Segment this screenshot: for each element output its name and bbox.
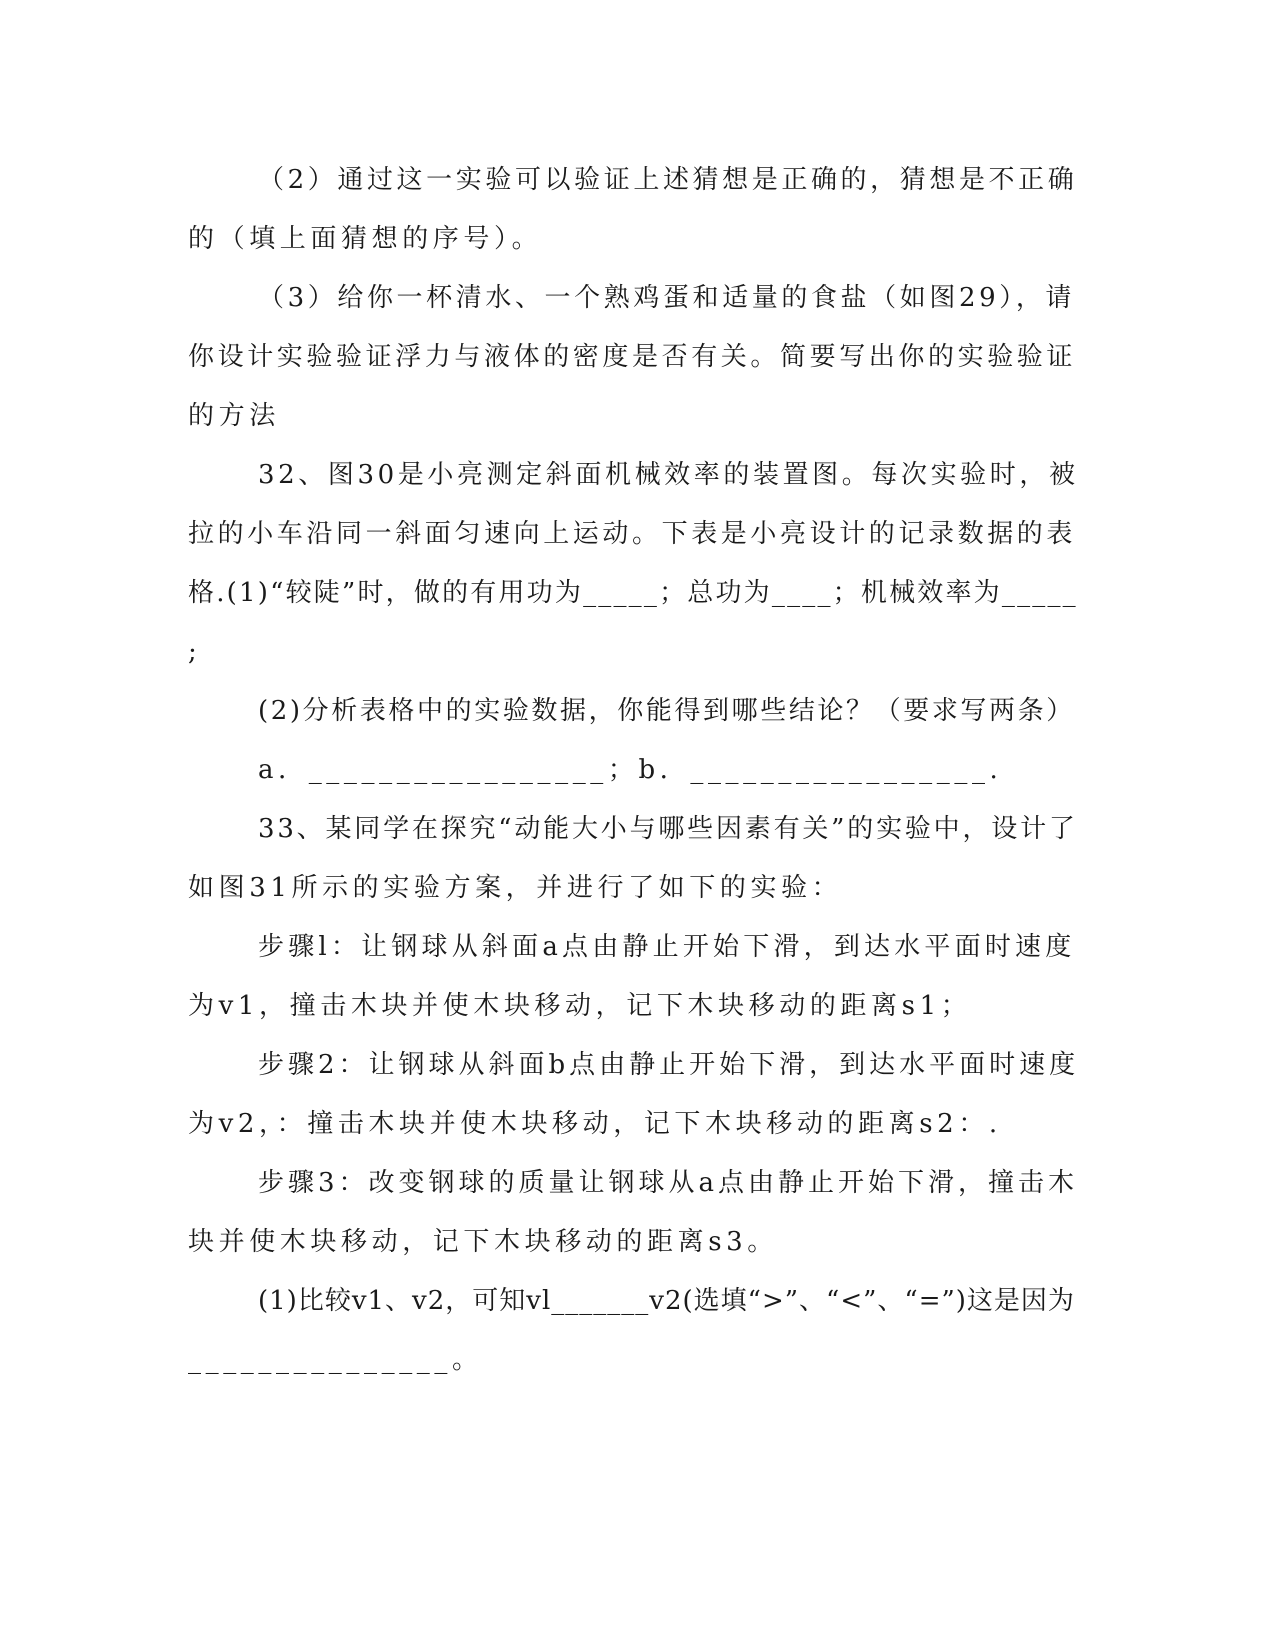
- step-1-line-1: 步骤l：让钢球从斜面a点由静止开始下滑，到达水平面时速度: [258, 932, 1076, 962]
- paragraph-q3-line-3: 的方法: [188, 401, 280, 431]
- step-1-line-2: 为v1，撞击木块并使木块移动，记下木块移动的距离s1；: [188, 991, 972, 1021]
- paragraph-q3-line-1: （3）给你一杯清水、一个熟鸡蛋和适量的食盐（如图29），请: [258, 283, 1076, 313]
- paragraph-32-line-1: 32、图30是小亮测定斜面机械效率的装置图。每次实验时，被: [258, 460, 1079, 490]
- paragraph-32-line-3: 格.(1)“较陡”时，做的有用功为_____；总功为____；机械效率为_____: [188, 578, 1078, 608]
- paragraph-q3-line-2: 你设计实验验证浮力与液体的密度是否有关。简要写出你的实验验证: [188, 342, 1077, 372]
- paragraph-q2-line-2: 的（填上面猜想的序号）。: [188, 224, 543, 254]
- paragraph-32-line-4: ;: [188, 637, 202, 667]
- paragraph-33-q1-line-1: (1)比较v1、v2，可知vl_______v2(选填“>”、“<”、“=”)这是因为: [258, 1286, 1075, 1316]
- paragraph-32-line-2: 拉的小车沿同一斜面匀速向上运动。下表是小亮设计的记录数据的表: [188, 519, 1077, 549]
- paragraph-33-line-2: 如图31所示的实验方案，并进行了如下的实验：: [188, 873, 843, 903]
- step-2-line-1: 步骤2：让钢球从斜面b点由静止开始下滑，到达水平面时速度: [258, 1050, 1080, 1080]
- step-3-line-2: 块并使木块移动，记下木块移动的距离s3。: [188, 1227, 778, 1257]
- paragraph-33-line-1: 33、某同学在探究“动能大小与哪些因素有关”的实验中，设计了: [258, 814, 1078, 844]
- paragraph-32-answers: a．_________________；b．_________________.: [258, 755, 1003, 785]
- paragraph-q2-line-1: （2）通过这一实验可以验证上述猜想是正确的，猜想是不正确: [258, 165, 1078, 195]
- paragraph-32-q2: (2)分析表格中的实验数据，你能得到哪些结论？（要求写两条）: [258, 696, 1075, 726]
- step-2-line-2: 为v2，：撞击木块并使木块移动，记下木块移动的距离s2：.: [188, 1109, 1002, 1139]
- step-3-line-1: 步骤3：改变钢球的质量让钢球从a点由静止开始下滑，撞击木: [258, 1168, 1079, 1198]
- paragraph-33-q1-line-2: _______________。: [188, 1345, 483, 1375]
